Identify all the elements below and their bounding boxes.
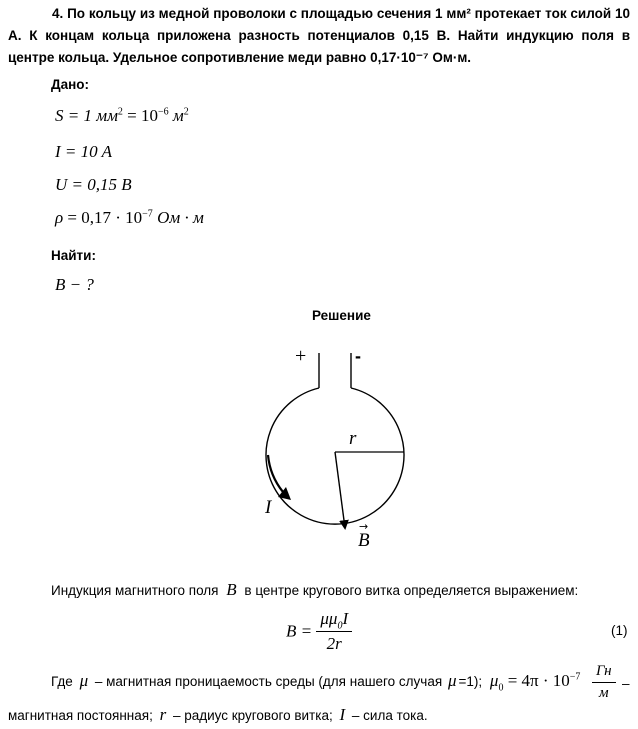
- problem-number: 4.: [52, 6, 64, 21]
- solution-heading: Решение: [312, 308, 371, 323]
- plus-label: +: [295, 345, 307, 367]
- given-current: I = 10 A: [55, 142, 112, 161]
- problem-text: По кольцу из медной проволоки с площадью сечения 1 мм² протекает ток силой 10 А. К концам кольца приложена разность потенциалов 0,15 В. Найти индукцию поля в центре кольца. Удельное сопротивление меди равно 0,17·10⁻⁷ Ом·м.: [8, 6, 630, 65]
- ring-diagram: [255, 340, 425, 555]
- text-line-2: Где μ – магнитная проницаемость среды (для нашего случая μ =1); $\mu_0 = 4\pi \cdot 10^{-7}$: [51, 671, 581, 694]
- given-area: S = 1 $мм^2 = 10^{-6}$ $м^2$: [55, 106, 189, 125]
- unit-fraction: Гн м: [592, 663, 616, 702]
- find-expression: B − ?: [55, 275, 94, 294]
- text-line-3: магнитная постоянная; r – радиус кругового витка; I – сила тока.: [8, 705, 428, 724]
- field-label-arrow: →: [359, 520, 369, 533]
- current-arrow: [268, 455, 283, 492]
- text-line-1: Индукция магнитного поля B в центре кругового витка определяется выражением:: [51, 580, 579, 599]
- given-heading: Дано:: [51, 77, 90, 92]
- given-voltage: U = 0,15 B: [55, 175, 132, 194]
- formula-number: (1): [611, 623, 628, 638]
- minus-label: -: [355, 346, 361, 366]
- formula-fraction: $\frac{\mu\mu_0I}{2r}$: [316, 609, 352, 654]
- radius-label: r: [349, 428, 357, 449]
- problem-statement: [8, 3, 630, 69]
- field-label: B: [358, 530, 370, 551]
- current-label: I: [265, 497, 272, 518]
- field-vector: [335, 452, 345, 528]
- unit-dash: –: [622, 676, 630, 691]
- find-heading: Найти:: [51, 248, 96, 263]
- given-resistivity: $\rho = 0,17 \cdot 10^{-7}$ Ом · м: [55, 208, 204, 227]
- formula-1: B = $\frac{\mu\mu_0I}{2r}$: [286, 609, 352, 654]
